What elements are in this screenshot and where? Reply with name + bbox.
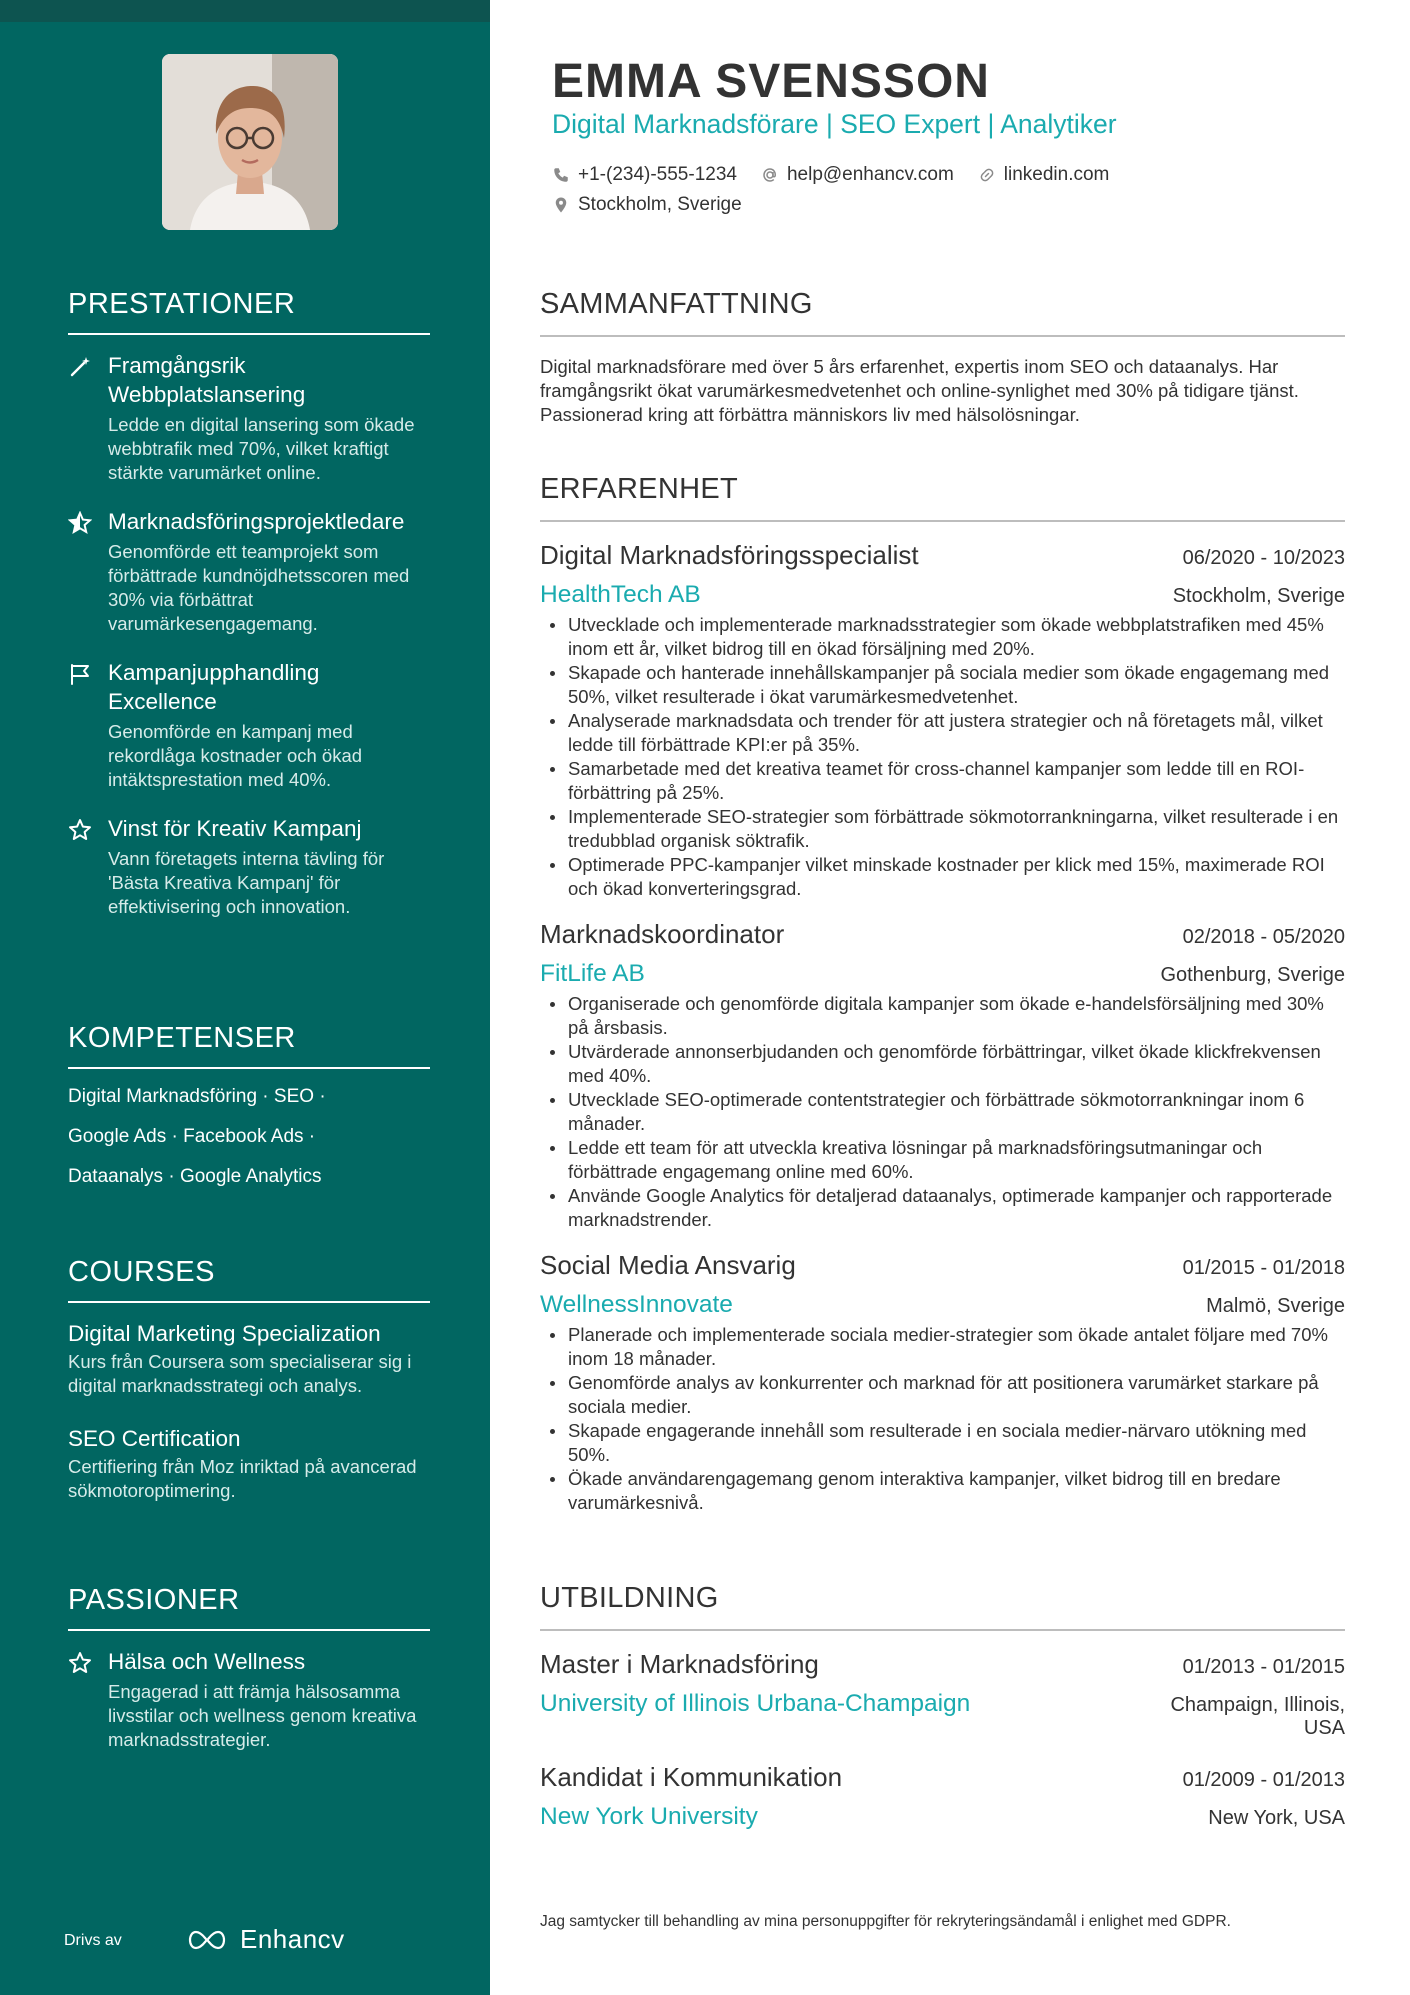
job-bullet: Skapade engagerande innehåll som resulterade i en sociala medier-närvaro utökning med 50%. <box>540 1419 1345 1467</box>
education-location: Champaign, Illinois, USA <box>1170 1694 1345 1739</box>
job-bullet: Analyserade marknadsdata och trender för att justera strategier och nå företagets mål, vilket ledde till förbättrade KPI:er på 35%. <box>540 709 1345 757</box>
job-bullet: Skapade och hanterade innehållskampanjer på sociala medier som ökade engagemang med 50%, vilket resulterade i ökat varumärkesmedvetenhet. <box>540 661 1345 709</box>
achievement-title: Marknadsföringsprojektledare <box>108 509 405 534</box>
achievements-section <box>68 288 430 941</box>
infinity-logo-icon <box>184 1928 230 1952</box>
achievements-title: PRESTATIONER <box>68 288 430 335</box>
brand-name: Enhancv <box>240 1924 345 1954</box>
link-icon <box>978 166 996 184</box>
skills-section <box>68 1022 430 1205</box>
sidebar <box>0 0 490 1995</box>
job-dates: 06/2020 - 10/2023 <box>1182 547 1345 569</box>
job-bullet: Implementerade SEO-strategier som förbättrade sökmotorrankningarna, vilket resulterade i en tredubblad organisk söktrafik. <box>540 805 1345 853</box>
achievement-title: Vinst för Kreativ Kampanj <box>108 816 362 841</box>
enhancv-logo[interactable] <box>184 1924 345 1955</box>
star-half-icon <box>68 507 108 636</box>
passion-desc: Engagerad i att främja hälsosamma livsstilar och wellness genom kreativa marknadsstrategier. <box>108 1681 417 1750</box>
achievement-title: Kampanjupphandling Excellence <box>108 660 320 714</box>
job-bullet: Planerade och implementerade sociala medier-strategier som ökade antalet följare med 70% inom 18 månader. <box>540 1323 1345 1371</box>
achievement-item <box>68 507 430 636</box>
job-bullet: Utvecklade och implementerade marknadsstrategier som ökade webbplatstrafiken med 45% inom ett år, vilket bidrog till en ökad försäljning med 20%. <box>540 613 1345 661</box>
job-entry <box>540 1250 1345 1515</box>
job-title: Digital Marknadsföringsspecialist <box>540 540 919 570</box>
passion-title: Hälsa och Wellness <box>108 1649 306 1674</box>
job-bullet: Utvecklade SEO-optimerade contentstrategier och förbättrade sökmotorrankningar inom 6 månader. <box>540 1088 1345 1136</box>
job-bullet: Optimerade PPC-kampanjer vilket minskade kostnader per klick med 15%, maximerade ROI och ökad konverteringsgrad. <box>540 853 1345 901</box>
linkedin-contact[interactable] <box>978 164 1110 186</box>
job-entry <box>540 540 1345 901</box>
linkedin-text: linkedin.com <box>1003 164 1110 185</box>
job-location: Stockholm, Sverige <box>1172 585 1345 607</box>
passions-section <box>68 1584 430 1774</box>
summary-text: Digital marknadsförare med över 5 års erfarenhet, expertis inom SEO och dataanalys. Har framgångsrikt ökat varumärkesmedvetenhet och online-synlighet med 30% på tidigare tjänst. Passionerad kring att förbättra människors liv med hälsolösningar. <box>540 356 1299 425</box>
headline: Digital Marknadsförare | SEO Expert | Analytiker <box>552 109 1117 139</box>
education-entry <box>540 1649 1345 1740</box>
magic-wand-icon <box>68 351 108 485</box>
job-location: Gothenburg, Sverige <box>1160 964 1345 986</box>
skill-line: Digital Marknadsföring · SEO · <box>68 1086 326 1107</box>
summary-title: SAMMANFATTNING <box>540 288 1345 337</box>
at-icon <box>761 166 779 184</box>
flag-icon <box>68 658 108 792</box>
gdpr-consent: Jag samtycker till behandling av mina personuppgifter för rekryteringsändamål i enlighet med GDPR. <box>540 1913 1231 1930</box>
experience-title: ERFARENHET <box>540 473 1345 522</box>
achievement-desc: Genomförde en kampanj med rekordlåga kostnader och ökad intäktsprestation med 40%. <box>108 721 363 790</box>
course-desc: Kurs från Coursera som specialiserar sig i digital marknadsstrategi och analys. <box>68 1351 412 1396</box>
achievement-desc: Vann företagets interna tävling för 'Bästa Kreativa Kampanj' för effektivisering och innovation. <box>108 848 385 917</box>
course-desc: Certifiering från Moz inriktad på avancerad sökmotoroptimering. <box>68 1456 417 1501</box>
summary-section <box>540 288 1345 427</box>
passion-item <box>68 1647 430 1752</box>
star-icon <box>68 1647 108 1752</box>
job-bullet: Ökade användarengagemang genom interaktiva kampanjer, vilket bidrog till en bredare varumärkesnivå. <box>540 1467 1345 1515</box>
job-bullet: Använde Google Analytics för detaljerad dataanalys, optimerade kampanjer och rapporterade marknadstrender. <box>540 1184 1345 1232</box>
phone-contact[interactable] <box>552 164 737 186</box>
degree: Kandidat i Kommunikation <box>540 1762 843 1792</box>
education-dates: 01/2013 - 01/2015 <box>1182 1656 1345 1678</box>
education-dates: 01/2009 - 01/2013 <box>1182 1769 1345 1791</box>
achievement-item <box>68 814 430 919</box>
achievement-item <box>68 351 430 485</box>
education-section <box>540 1582 1345 1853</box>
location-text: Stockholm, Sverige <box>578 194 742 215</box>
skill-line: Dataanalys · Google Analytics <box>68 1166 322 1187</box>
job-bullets <box>540 1323 1345 1515</box>
achievement-desc: Ledde en digital lansering som ökade webbtrafik med 70%, vilket kraftigt stärkte varumärket online. <box>108 414 415 483</box>
job-entry <box>540 919 1345 1232</box>
main-content <box>490 0 1410 1995</box>
education-location: New York, USA <box>1208 1807 1345 1829</box>
sidebar-top-bar <box>0 0 490 22</box>
degree: Master i Marknadsföring <box>540 1649 819 1679</box>
job-bullet: Utvärderade annonserbjudanden och genomförde förbättringar, vilket ökade klickfrekvensen med 40%. <box>540 1040 1345 1088</box>
education-title: UTBILDNING <box>540 1582 1345 1631</box>
job-bullet: Samarbetade med det kreativa teamet för cross-channel kampanjer som ledde till en ROI-förbättring på 25%. <box>540 757 1345 805</box>
achievement-title: Framgångsrik Webbplatslansering <box>108 353 306 407</box>
achievement-desc: Genomförde ett teamprojekt som förbättrade kundnöjdhetsscoren med 30% via förbättrat varumärkesengagemang. <box>108 541 410 634</box>
school: New York University <box>540 1803 758 1830</box>
phone-text: +1-(234)-555-1234 <box>578 164 737 185</box>
email-contact[interactable] <box>761 164 954 186</box>
course-title: SEO Certification <box>68 1426 241 1451</box>
phone-icon <box>552 166 570 184</box>
education-entry <box>540 1762 1345 1831</box>
star-icon <box>68 814 108 919</box>
job-location: Malmö, Sverige <box>1206 1295 1345 1317</box>
skills-title: KOMPETENSER <box>68 1022 430 1069</box>
course-title: Digital Marketing Specialization <box>68 1321 381 1346</box>
location-contact <box>552 194 742 216</box>
job-bullets <box>540 992 1345 1232</box>
passions-title: PASSIONER <box>68 1584 430 1631</box>
skill-line: Google Ads · Facebook Ads · <box>68 1126 316 1147</box>
job-company: FitLife AB <box>540 960 645 987</box>
location-pin-icon <box>552 196 570 214</box>
job-bullets <box>540 613 1345 901</box>
experience-section <box>540 473 1345 1533</box>
achievement-item <box>68 658 430 792</box>
email-text: help@enhancv.com <box>786 164 954 185</box>
job-company: WellnessInnovate <box>540 1291 733 1318</box>
job-bullet: Ledde ett team för att utveckla kreativa lösningar på marknadsföringsutmaningar och förbättrade engagemang online med 60%. <box>540 1136 1345 1184</box>
job-bullet: Organiserade och genomförde digitala kampanjer som ökade e-handelsförsäljning med 30% på årsbasis. <box>540 992 1345 1040</box>
profile-photo <box>162 54 338 230</box>
job-title: Marknadskoordinator <box>540 919 785 949</box>
courses-title: COURSES <box>68 1256 430 1303</box>
candidate-name: EMMA SVENSSON <box>552 55 990 108</box>
job-company: HealthTech AB <box>540 581 701 608</box>
courses-section <box>68 1256 430 1529</box>
job-title: Social Media Ansvarig <box>540 1250 796 1280</box>
contact-info <box>552 160 1252 220</box>
job-bullet: Genomförde analys av konkurrenter och marknad för att positionera varumärket starkare på sociala medier. <box>540 1371 1345 1419</box>
powered-by-label: Drivs av <box>64 1932 122 1949</box>
job-dates: 01/2015 - 01/2018 <box>1182 1257 1345 1279</box>
job-dates: 02/2018 - 05/2020 <box>1182 926 1345 948</box>
school: University of Illinois Urbana-Champaign <box>540 1690 971 1717</box>
